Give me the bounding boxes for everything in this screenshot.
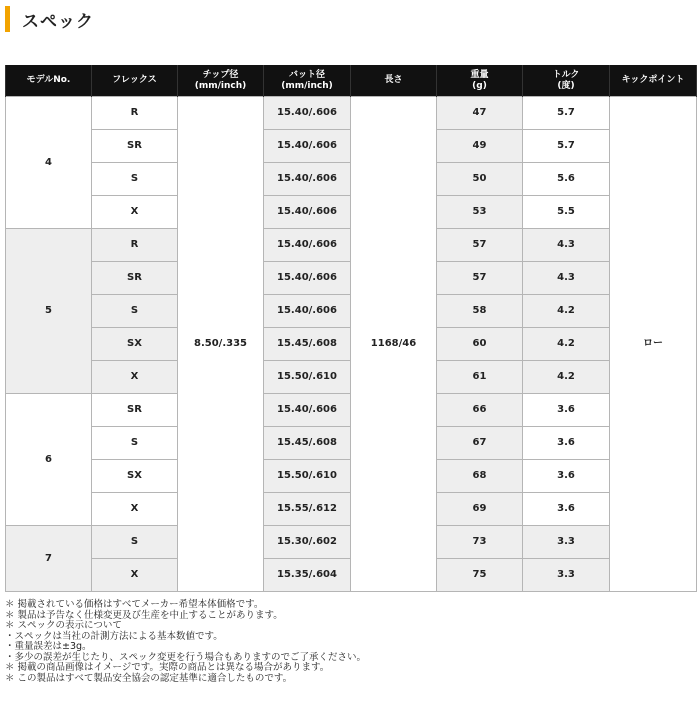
weight-cell: 75 [437, 559, 523, 592]
torque-cell: 4.2 [523, 295, 610, 328]
weight-cell: 69 [437, 493, 523, 526]
butt-diameter-cell: 15.40/.606 [264, 262, 351, 295]
header-tip-line1: チップ径 [202, 69, 239, 80]
header-weight-line1: 重量 [470, 69, 489, 80]
butt-diameter-cell: 15.40/.606 [264, 163, 351, 196]
header-torque [523, 65, 610, 97]
header-model: モデルNo. [6, 65, 92, 97]
butt-diameter-cell: 15.55/.612 [264, 493, 351, 526]
weight-cell: 60 [437, 328, 523, 361]
flex-cell: S [92, 427, 178, 460]
torque-cell: 5.6 [523, 163, 610, 196]
torque-cell: 3.3 [523, 559, 610, 592]
torque-cell: 4.3 [523, 262, 610, 295]
header-weight-line2: (g) [472, 80, 487, 91]
butt-diameter-cell: 15.50/.610 [264, 460, 351, 493]
header-tip [178, 65, 264, 97]
header-butt-line2: (mm/inch) [281, 80, 333, 91]
model-cell: 5 [6, 229, 92, 394]
notes-list [5, 600, 366, 684]
weight-cell: 57 [437, 262, 523, 295]
weight-cell: 61 [437, 361, 523, 394]
flex-cell: R [92, 229, 178, 262]
weight-cell: 58 [437, 295, 523, 328]
torque-cell: 4.3 [523, 229, 610, 262]
butt-diameter-cell: 15.40/.606 [264, 229, 351, 262]
header-length: 長さ [351, 65, 437, 97]
section-header [0, 6, 94, 32]
butt-diameter-cell: 15.40/.606 [264, 295, 351, 328]
weight-cell: 57 [437, 229, 523, 262]
note-line: ・スペックは当社の計測方法による基本数値です。 [5, 630, 223, 642]
header-torque-line2: (度) [557, 80, 575, 91]
flex-cell: S [92, 526, 178, 559]
note-line: ＊ 製品は予告なく仕様変更及び生産を中止することがあります。 [5, 609, 283, 621]
butt-diameter-cell: 15.45/.608 [264, 328, 351, 361]
section-title: スペック [22, 11, 94, 32]
flex-cell: R [92, 97, 178, 130]
kick-point-cell: ロー [610, 97, 697, 592]
tip-diameter-cell: 8.50/.335 [178, 97, 264, 592]
flex-cell: SR [92, 262, 178, 295]
header-butt [264, 65, 351, 97]
model-cell: 7 [6, 526, 92, 592]
butt-diameter-cell: 15.35/.604 [264, 559, 351, 592]
note-line: ・重量誤差は±3g。 [5, 641, 92, 652]
note-line: ＊ 掲載の商品画像はイメージです。実際の商品とは異なる場合があります。 [5, 662, 330, 673]
weight-cell: 66 [437, 394, 523, 427]
header-weight [437, 65, 523, 97]
flex-cell: S [92, 295, 178, 328]
torque-cell: 5.7 [523, 130, 610, 163]
flex-cell: X [92, 559, 178, 592]
butt-diameter-cell: 15.50/.610 [264, 361, 351, 394]
flex-cell: SR [92, 130, 178, 163]
torque-cell: 3.3 [523, 526, 610, 559]
weight-cell: 53 [437, 196, 523, 229]
spec-table [5, 65, 697, 592]
weight-cell: 47 [437, 97, 523, 130]
note-line: ＊ 掲載されている価格はすべてメーカー希望本体価格です。 [5, 599, 264, 610]
flex-cell: SX [92, 328, 178, 361]
note-line: ＊ この製品はすべて製品安全協会の認定基準に適合したものです。 [5, 672, 293, 684]
weight-cell: 68 [437, 460, 523, 493]
header-flex: フレックス [92, 65, 178, 97]
butt-diameter-cell: 15.40/.606 [264, 196, 351, 229]
accent-bar [5, 6, 10, 32]
flex-cell: SX [92, 460, 178, 493]
weight-cell: 73 [437, 526, 523, 559]
flex-cell: X [92, 493, 178, 526]
flex-cell: X [92, 196, 178, 229]
torque-cell: 3.6 [523, 427, 610, 460]
model-cell: 6 [6, 394, 92, 526]
butt-diameter-cell: 15.40/.606 [264, 130, 351, 163]
note-line: ・多少の誤差が生じたり、スペック変更を行う場合もありますのでご了承ください。 [5, 651, 367, 663]
butt-diameter-cell: 15.30/.602 [264, 526, 351, 559]
torque-cell: 3.6 [523, 493, 610, 526]
header-kick: キックポイント [610, 65, 697, 97]
torque-cell: 4.2 [523, 328, 610, 361]
header-tip-line2: (mm/inch) [194, 80, 247, 91]
butt-diameter-cell: 15.40/.606 [264, 394, 351, 427]
butt-diameter-cell: 15.45/.608 [264, 427, 351, 460]
note-line: ＊ スペックの表示について [5, 620, 122, 631]
torque-cell: 5.5 [523, 196, 610, 229]
weight-cell: 49 [437, 130, 523, 163]
torque-cell: 3.6 [523, 460, 610, 493]
flex-cell: X [92, 361, 178, 394]
torque-cell: 5.7 [523, 97, 610, 130]
torque-cell: 4.2 [523, 361, 610, 394]
length-cell: 1168/46 [351, 97, 437, 592]
header-row [6, 65, 697, 97]
butt-diameter-cell: 15.40/.606 [264, 97, 351, 130]
weight-cell: 50 [437, 163, 523, 196]
model-cell: 4 [6, 97, 92, 229]
header-butt-line1: バット径 [288, 69, 325, 80]
flex-cell: SR [92, 394, 178, 427]
table-row [6, 97, 697, 130]
flex-cell: S [92, 163, 178, 196]
torque-cell: 3.6 [523, 394, 610, 427]
weight-cell: 67 [437, 427, 523, 460]
header-torque-line1: トルク [552, 69, 580, 80]
